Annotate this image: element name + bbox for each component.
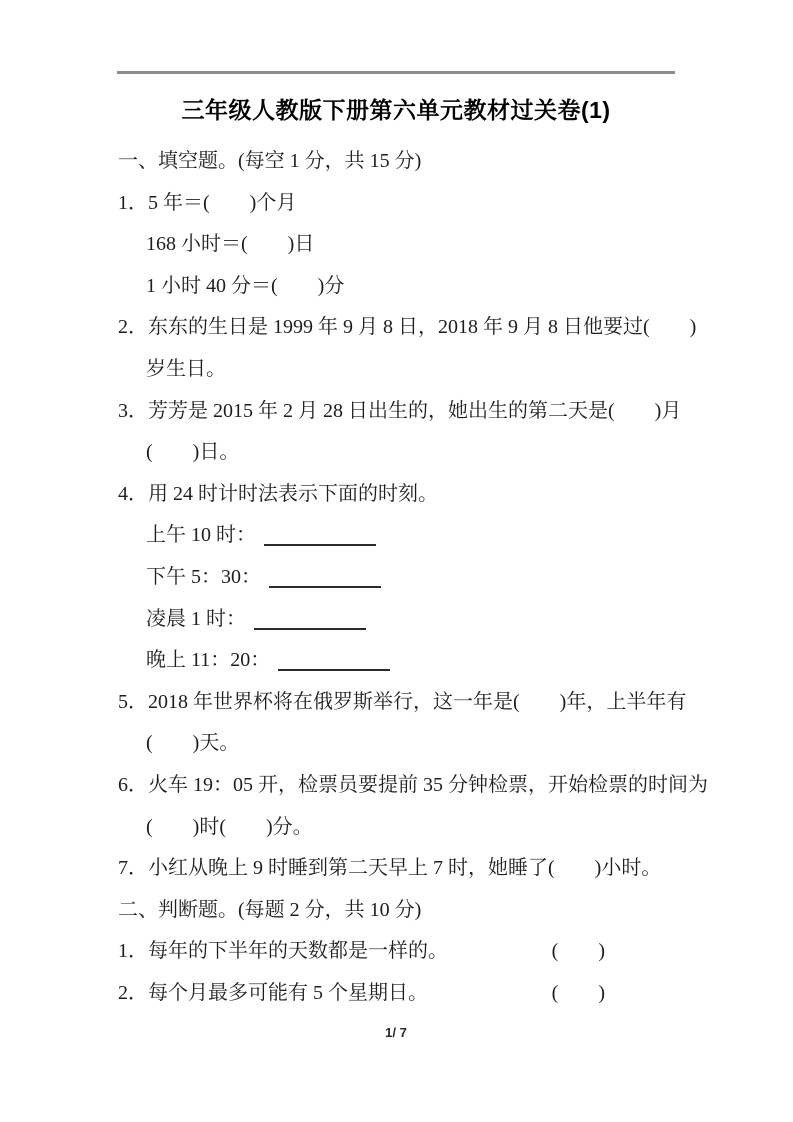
question-1-line-1: 1．5 年＝( )个月 [118, 191, 297, 214]
question-4-blank-night [118, 640, 675, 682]
judgment-answer-parens: ( ) [551, 940, 605, 963]
page-number: 1/ 7 [385, 1025, 407, 1040]
section2-header: 二、判断题。(每题 2 分，共 10 分) [118, 898, 422, 921]
answer-blank-line [269, 572, 381, 588]
question-4-blank-dawn [118, 599, 675, 641]
answer-blank-line [278, 655, 390, 671]
judgment-item-1 [118, 931, 675, 973]
question-7-line: 7．小红从晚上 9 时睡到第二天早上 7 时，她睡了( )小时。 [118, 857, 662, 880]
question-3-line-1: 3．芳芳是 2015 年 2 月 28 日出生的，她出生的第二天是( )月 [118, 399, 682, 422]
judgment-answer-parens: ( ) [551, 981, 605, 1004]
question-2-line-1: 2．东东的生日是 1999 年 9 月 8 日，2018 年 9 月 8 日他要过( ) [118, 316, 697, 339]
blank-label: 上午 10 时： [146, 524, 256, 547]
page-title: 三年级人教版下册第六单元教材过关卷(1) [181, 97, 611, 123]
paper-content [118, 141, 708, 1014]
header-rule [117, 71, 675, 74]
blank-label: 凌晨 1 时： [146, 607, 246, 630]
question-4-blank-morning [118, 515, 675, 557]
question-3-line-2: ( )日。 [146, 441, 240, 464]
answer-blank-line [254, 614, 366, 630]
question-4-stem: 4．用 24 时计时法表示下面的时刻。 [118, 482, 438, 505]
question-6-line-1: 6．火车 19：05 开，检票员要提前 35 分钟检票，开始检票的时间为 [118, 773, 708, 796]
question-5-line-1: 5．2018 年世界杯将在俄罗斯举行，这一年是( )年，上半年有 [118, 690, 687, 713]
question-1-line-2: 168 小时＝( )日 [146, 233, 315, 256]
question-5-line-2: ( )天。 [146, 732, 240, 755]
judgment-text: 2．每个月最多可能有 5 个星期日。 [118, 981, 428, 1004]
blank-label: 下午 5：30： [146, 565, 261, 588]
judgment-item-2 [118, 973, 675, 1015]
answer-blank-line [264, 530, 376, 546]
question-2-line-2: 岁生日。 [146, 357, 226, 380]
question-4-blank-afternoon [118, 557, 675, 599]
judgment-text: 1．每年的下半年的天数都是一样的。 [118, 940, 448, 963]
section1-header: 一、填空题。(每空 1 分，共 15 分) [118, 150, 422, 172]
question-6-line-2: ( )时( )分。 [146, 815, 313, 838]
question-1-line-3: 1 小时 40 分＝( )分 [146, 274, 345, 297]
blank-label: 晚上 11：20： [146, 649, 271, 672]
